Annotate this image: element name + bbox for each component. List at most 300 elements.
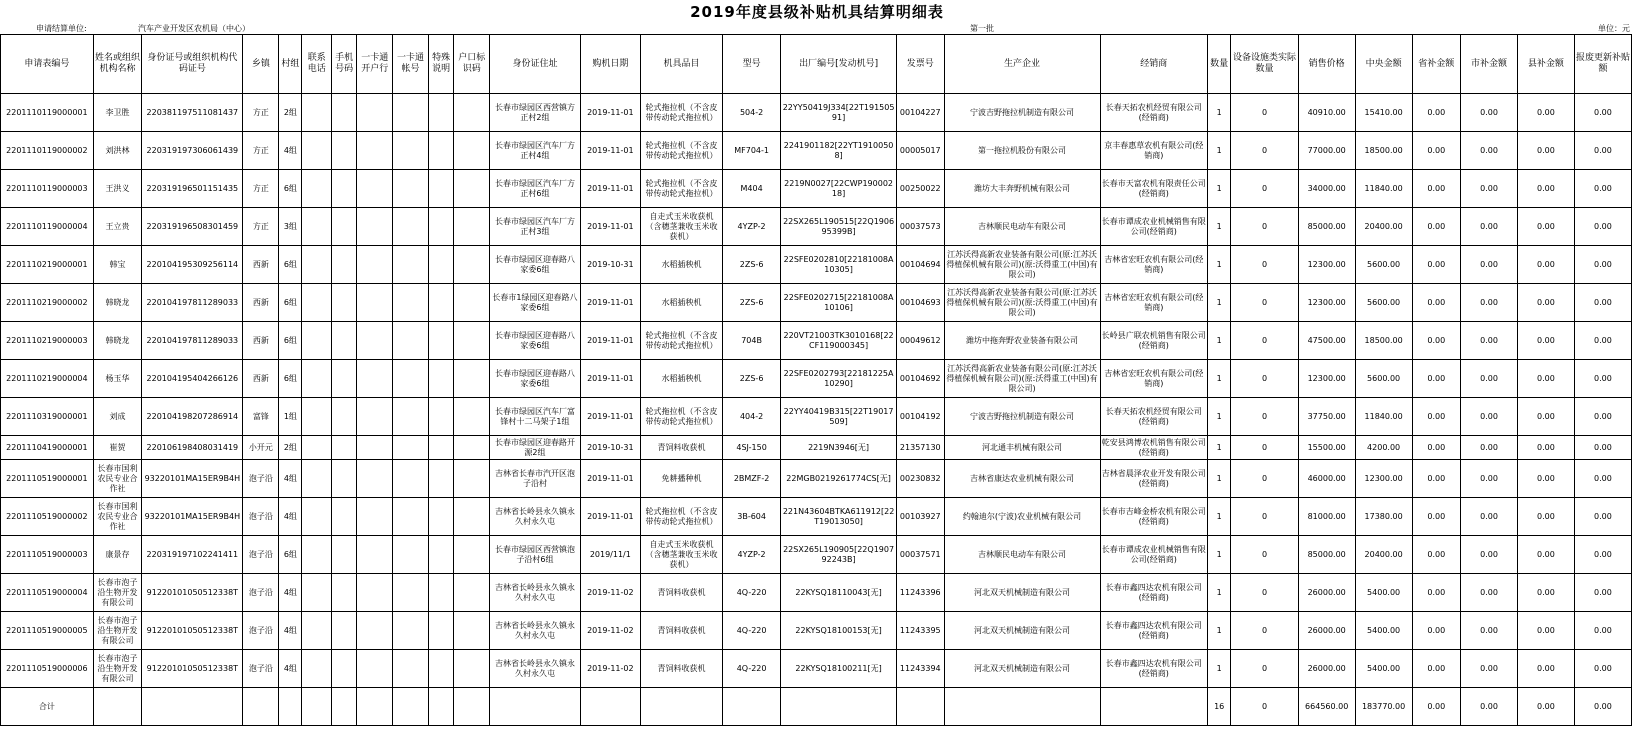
cell-central: 18500.00	[1355, 322, 1412, 360]
cell-town: 方正	[243, 132, 279, 170]
cell-empty	[357, 650, 393, 688]
total-city: 0.00	[1461, 688, 1518, 726]
table-row	[1, 132, 1632, 170]
cell-county: 0.00	[1517, 612, 1574, 650]
cell-empty	[428, 688, 453, 726]
cell-id: 2201110119000003	[1, 170, 94, 208]
cell-qty: 1	[1208, 132, 1231, 170]
total-price: 664560.00	[1298, 688, 1355, 726]
cell-county: 0.00	[1517, 170, 1574, 208]
applicant-value: 汽车产业开发区农机局（中心）	[138, 24, 250, 33]
cell-price: 15500.00	[1298, 436, 1355, 460]
cell-empty	[428, 612, 453, 650]
cell-empty	[454, 436, 490, 460]
cell-idno: 220104197811289033	[142, 322, 243, 360]
cell-town: 方正	[243, 94, 279, 132]
cell-empty	[357, 360, 393, 398]
cell-central: 5400.00	[1355, 574, 1412, 612]
cell-central: 5400.00	[1355, 612, 1412, 650]
cell-town: 泡子沿	[243, 650, 279, 688]
cell-qty: 1	[1208, 436, 1231, 460]
total-central: 183770.00	[1355, 688, 1412, 726]
column-header: 县补金额	[1517, 35, 1574, 94]
header-row	[1, 35, 1632, 94]
cell-scrap: 0.00	[1574, 460, 1631, 498]
cell-serial: 22KYSQ18100211[无]	[781, 650, 897, 688]
cell-empty	[944, 688, 1100, 726]
cell-addr: 长春市绿园区汽车厂富锋村十二马架子1组	[490, 398, 581, 436]
cell-town: 小开元	[243, 436, 279, 460]
cell-central: 20400.00	[1355, 536, 1412, 574]
cell-dealer: 长春天拓农机经贸有限公司(经销商)	[1100, 94, 1208, 132]
column-header: 身份证住址	[490, 35, 581, 94]
cell-dealer: 长春市鑫四达农机有限公司(经销商)	[1100, 650, 1208, 688]
cell-item: 水稻插秧机	[640, 284, 722, 322]
cell-grp: 6组	[279, 360, 302, 398]
cell-empty	[332, 322, 357, 360]
cell-empty	[357, 688, 393, 726]
cell-invoice: 00049612	[897, 322, 944, 360]
cell-scrap: 0.00	[1574, 536, 1631, 574]
cell-empty	[332, 498, 357, 536]
total-label: 合计	[1, 688, 94, 726]
cell-date: 2019-10-31	[580, 246, 640, 284]
cell-serial: 22SFE0202715[22181008A10106]	[781, 284, 897, 322]
cell-central: 18500.00	[1355, 132, 1412, 170]
cell-prov: 0.00	[1412, 208, 1460, 246]
cell-empty	[279, 688, 302, 726]
cell-empty	[93, 688, 141, 726]
cell-town: 西新	[243, 246, 279, 284]
cell-city: 0.00	[1461, 612, 1518, 650]
cell-county: 0.00	[1517, 574, 1574, 612]
cell-town: 泡子沿	[243, 460, 279, 498]
cell-idno: 220104197811289033	[142, 284, 243, 322]
cell-empty	[357, 574, 393, 612]
cell-empty	[302, 132, 332, 170]
cell-fac: 0	[1231, 460, 1298, 498]
cell-empty	[454, 360, 490, 398]
column-header: 销售价格	[1298, 35, 1355, 94]
column-header: 一卡通帐号	[393, 35, 429, 94]
cell-price: 77000.00	[1298, 132, 1355, 170]
cell-grp: 4组	[279, 574, 302, 612]
cell-date: 2019-11-01	[580, 398, 640, 436]
cell-name: 杨玉华	[93, 360, 141, 398]
cell-date: 2019-11-01	[580, 170, 640, 208]
cell-empty	[393, 460, 429, 498]
cell-empty	[357, 498, 393, 536]
column-header: 经销商	[1100, 35, 1208, 94]
cell-grp: 4组	[279, 460, 302, 498]
table-row	[1, 246, 1632, 284]
cell-grp: 2组	[279, 436, 302, 460]
cell-empty	[393, 650, 429, 688]
cell-county: 0.00	[1517, 460, 1574, 498]
cell-empty	[454, 536, 490, 574]
cell-empty	[428, 360, 453, 398]
cell-name: 韩晓龙	[93, 284, 141, 322]
cell-price: 47500.00	[1298, 322, 1355, 360]
cell-addr: 长春市绿园区汽车厂方正村6组	[490, 170, 581, 208]
cell-addr: 长春市绿园区汽车厂方正村4组	[490, 132, 581, 170]
cell-model: 2BMZF-2	[723, 460, 781, 498]
cell-prov: 0.00	[1412, 246, 1460, 284]
cell-empty	[332, 246, 357, 284]
cell-model: 4Q-220	[723, 650, 781, 688]
table-row	[1, 360, 1632, 398]
cell-empty	[428, 132, 453, 170]
cell-town: 泡子沿	[243, 574, 279, 612]
cell-central: 11840.00	[1355, 398, 1412, 436]
cell-scrap: 0.00	[1574, 246, 1631, 284]
total-prov: 0.00	[1412, 688, 1460, 726]
cell-town: 富锋	[243, 398, 279, 436]
cell-town: 泡子沿	[243, 536, 279, 574]
cell-empty	[454, 650, 490, 688]
cell-town: 泡子沿	[243, 612, 279, 650]
column-header: 数量	[1208, 35, 1231, 94]
cell-grp: 2组	[279, 94, 302, 132]
cell-dealer: 吉林省宏旺农机有限公司(经销商)	[1100, 360, 1208, 398]
cell-empty	[393, 536, 429, 574]
cell-invoice: 00104694	[897, 246, 944, 284]
cell-empty	[428, 536, 453, 574]
cell-qty: 1	[1208, 650, 1231, 688]
cell-scrap: 0.00	[1574, 398, 1631, 436]
cell-grp: 6组	[279, 322, 302, 360]
cell-empty	[781, 688, 897, 726]
cell-fac: 0	[1231, 612, 1298, 650]
cell-qty: 1	[1208, 284, 1231, 322]
cell-invoice: 00104227	[897, 94, 944, 132]
cell-empty	[302, 688, 332, 726]
cell-empty	[393, 246, 429, 284]
column-header: 机具品目	[640, 35, 722, 94]
cell-prov: 0.00	[1412, 460, 1460, 498]
cell-empty	[332, 536, 357, 574]
cell-empty	[332, 284, 357, 322]
cell-model: 704B	[723, 322, 781, 360]
cell-dealer: 长岭县广联农机销售有限公司(经销商)	[1100, 322, 1208, 360]
cell-name: 崔贺	[93, 436, 141, 460]
cell-empty	[393, 436, 429, 460]
cell-fac: 0	[1231, 536, 1298, 574]
cell-prov: 0.00	[1412, 132, 1460, 170]
cell-serial: 221N43604BTKA611912[22T19013050]	[781, 498, 897, 536]
cell-invoice: 11243394	[897, 650, 944, 688]
column-header: 申请表编号	[1, 35, 94, 94]
column-header: 出厂编号[发动机号]	[781, 35, 897, 94]
cell-addr: 吉林省长岭县永久镇永久村永久屯	[490, 498, 581, 536]
cell-empty	[454, 132, 490, 170]
cell-id: 2201110519000001	[1, 460, 94, 498]
cell-fac: 0	[1231, 284, 1298, 322]
cell-date: 2019-11-01	[580, 360, 640, 398]
cell-serial: 22SFE0202793[22181225A10290]	[781, 360, 897, 398]
cell-idno: 220106198408031419	[142, 436, 243, 460]
cell-county: 0.00	[1517, 650, 1574, 688]
cell-dealer: 吉林省宏旺农机有限公司(经销商)	[1100, 284, 1208, 322]
cell-addr: 长春市绿园区迎春路八家委6组	[490, 246, 581, 284]
cell-grp: 4组	[279, 498, 302, 536]
cell-empty	[332, 574, 357, 612]
cell-fac: 0	[1231, 650, 1298, 688]
cell-addr: 吉林省长岭县永久镇永久村永久屯	[490, 612, 581, 650]
total-fac: 0	[1231, 688, 1298, 726]
cell-central: 4200.00	[1355, 436, 1412, 460]
column-header: 户口标识码	[454, 35, 490, 94]
cell-scrap: 0.00	[1574, 360, 1631, 398]
cell-scrap: 0.00	[1574, 322, 1631, 360]
cell-fac: 0	[1231, 398, 1298, 436]
cell-empty	[357, 246, 393, 284]
cell-prov: 0.00	[1412, 574, 1460, 612]
cell-item: 水稻插秧机	[640, 246, 722, 284]
table-row	[1, 498, 1632, 536]
cell-county: 0.00	[1517, 94, 1574, 132]
cell-central: 15410.00	[1355, 94, 1412, 132]
cell-empty	[393, 94, 429, 132]
cell-invoice: 00104693	[897, 284, 944, 322]
cell-empty	[393, 398, 429, 436]
cell-id: 2201110519000005	[1, 612, 94, 650]
cell-qty: 1	[1208, 498, 1231, 536]
cell-city: 0.00	[1461, 208, 1518, 246]
cell-empty	[454, 398, 490, 436]
cell-empty	[302, 574, 332, 612]
cell-scrap: 0.00	[1574, 612, 1631, 650]
cell-empty	[302, 612, 332, 650]
cell-qty: 1	[1208, 460, 1231, 498]
cell-county: 0.00	[1517, 360, 1574, 398]
column-header: 型号	[723, 35, 781, 94]
column-header: 特殊说明	[428, 35, 453, 94]
cell-prov: 0.00	[1412, 94, 1460, 132]
cell-scrap: 0.00	[1574, 94, 1631, 132]
cell-name: 王洪义	[93, 170, 141, 208]
cell-county: 0.00	[1517, 208, 1574, 246]
cell-scrap: 0.00	[1574, 574, 1631, 612]
column-header: 手机号码	[332, 35, 357, 94]
table-row	[1, 536, 1632, 574]
cell-empty	[454, 246, 490, 284]
cell-fac: 0	[1231, 322, 1298, 360]
cell-maker: 潍坊中拖奔野农业装备有限公司	[944, 322, 1100, 360]
cell-fac: 0	[1231, 132, 1298, 170]
cell-id: 2201110519000002	[1, 498, 94, 536]
cell-empty	[243, 688, 279, 726]
total-county: 0.00	[1517, 688, 1574, 726]
cell-empty	[393, 170, 429, 208]
table-row	[1, 284, 1632, 322]
cell-model: 404-2	[723, 398, 781, 436]
cell-empty	[357, 612, 393, 650]
cell-serial: 2219N0027[22CWP19000218]	[781, 170, 897, 208]
cell-model: 4SJ-150	[723, 436, 781, 460]
cell-empty	[357, 284, 393, 322]
cell-idno: 220319196501151435	[142, 170, 243, 208]
cell-model: 4Q-220	[723, 574, 781, 612]
cell-dealer: 长春市谭成农业机械销售有限公司(经销商)	[1100, 208, 1208, 246]
cell-empty	[332, 688, 357, 726]
cell-empty	[142, 688, 243, 726]
cell-town: 方正	[243, 170, 279, 208]
cell-empty	[393, 688, 429, 726]
cell-serial: 2241901182[22YT19100508]	[781, 132, 897, 170]
cell-empty	[428, 170, 453, 208]
cell-model: 2ZS-6	[723, 360, 781, 398]
cell-empty	[454, 322, 490, 360]
column-header: 中央金额	[1355, 35, 1412, 94]
table-row	[1, 398, 1632, 436]
cell-prov: 0.00	[1412, 322, 1460, 360]
cell-county: 0.00	[1517, 536, 1574, 574]
column-header: 一卡通开户行	[357, 35, 393, 94]
cell-dealer: 长春市鑫四达农机有限公司(经销商)	[1100, 574, 1208, 612]
cell-item: 免耕播种机	[640, 460, 722, 498]
cell-empty	[357, 132, 393, 170]
total-scrap: 0.00	[1574, 688, 1631, 726]
cell-price: 40910.00	[1298, 94, 1355, 132]
cell-empty	[428, 436, 453, 460]
cell-price: 34000.00	[1298, 170, 1355, 208]
cell-city: 0.00	[1461, 498, 1518, 536]
cell-empty	[332, 398, 357, 436]
cell-empty	[302, 460, 332, 498]
cell-dealer: 吉林省宏旺农机有限公司(经销商)	[1100, 246, 1208, 284]
table-row	[1, 208, 1632, 246]
cell-maker: 江苏沃得高新农业装备有限公司(原:江苏沃得植保机械有限公司)(原:沃得重工(中国)有限公司)	[944, 246, 1100, 284]
cell-model: 3B-604	[723, 498, 781, 536]
cell-empty	[302, 360, 332, 398]
cell-qty: 1	[1208, 574, 1231, 612]
cell-empty	[428, 460, 453, 498]
cell-town: 西新	[243, 284, 279, 322]
cell-model: 4YZP-2	[723, 536, 781, 574]
column-header: 购机日期	[580, 35, 640, 94]
cell-central: 20400.00	[1355, 208, 1412, 246]
cell-town: 泡子沿	[243, 498, 279, 536]
cell-name: 长春市泡子沿生物开发有限公司	[93, 612, 141, 650]
cell-empty	[428, 650, 453, 688]
cell-price: 26000.00	[1298, 574, 1355, 612]
cell-date: 2019-11-01	[580, 132, 640, 170]
cell-empty	[454, 94, 490, 132]
cell-empty	[302, 436, 332, 460]
cell-empty	[302, 498, 332, 536]
cell-fac: 0	[1231, 246, 1298, 284]
cell-town: 西新	[243, 322, 279, 360]
cell-central: 17380.00	[1355, 498, 1412, 536]
cell-empty	[428, 574, 453, 612]
cell-empty	[454, 284, 490, 322]
column-header: 报废更新补贴额	[1574, 35, 1631, 94]
column-header: 乡镇	[243, 35, 279, 94]
cell-idno: 91220101050512338T	[142, 574, 243, 612]
cell-prov: 0.00	[1412, 498, 1460, 536]
column-header: 生产企业	[944, 35, 1100, 94]
cell-maker: 吉林顺民电动车有限公司	[944, 208, 1100, 246]
cell-empty	[302, 94, 332, 132]
cell-model: 504-2	[723, 94, 781, 132]
cell-idno: 220104198207286914	[142, 398, 243, 436]
cell-idno: 93220101MA15ER9B4H	[142, 460, 243, 498]
cell-addr: 吉林省长岭县永久镇永久村永久屯	[490, 650, 581, 688]
cell-addr: 吉林省长春市汽开区泡子沿村	[490, 460, 581, 498]
cell-grp: 6组	[279, 284, 302, 322]
cell-name: 韩宝	[93, 246, 141, 284]
table-row	[1, 94, 1632, 132]
cell-prov: 0.00	[1412, 284, 1460, 322]
total-qty: 16	[1208, 688, 1231, 726]
column-header: 省补金额	[1412, 35, 1460, 94]
cell-empty	[332, 612, 357, 650]
cell-id: 2201110219000002	[1, 284, 94, 322]
cell-idno: 91220101050512338T	[142, 650, 243, 688]
cell-maker: 第一拖拉机股份有限公司	[944, 132, 1100, 170]
page-title: 2019年度县级补贴机具结算明细表	[690, 3, 944, 21]
cell-price: 12300.00	[1298, 284, 1355, 322]
cell-item: 自走式玉米收获机（含穗茎兼收玉米收获机）	[640, 208, 722, 246]
cell-city: 0.00	[1461, 360, 1518, 398]
cell-maker: 潍坊大丰奔野机械有限公司	[944, 170, 1100, 208]
cell-empty	[428, 322, 453, 360]
cell-empty	[454, 170, 490, 208]
cell-idno: 220381197511081437	[142, 94, 243, 132]
cell-empty	[332, 650, 357, 688]
cell-empty	[302, 322, 332, 360]
cell-grp: 4组	[279, 132, 302, 170]
cell-empty	[302, 398, 332, 436]
table-row	[1, 436, 1632, 460]
cell-prov: 0.00	[1412, 398, 1460, 436]
cell-model: 4YZP-2	[723, 208, 781, 246]
cell-dealer: 长春天拓农机经贸有限公司(经销商)	[1100, 398, 1208, 436]
cell-maker: 吉林省康达农业机械有限公司	[944, 460, 1100, 498]
cell-invoice: 00037573	[897, 208, 944, 246]
cell-name: 康景存	[93, 536, 141, 574]
cell-city: 0.00	[1461, 322, 1518, 360]
cell-empty	[332, 94, 357, 132]
cell-invoice: 00104192	[897, 398, 944, 436]
cell-county: 0.00	[1517, 498, 1574, 536]
cell-dealer: 京丰春惠草农机有限公司(经销商)	[1100, 132, 1208, 170]
cell-empty	[428, 498, 453, 536]
cell-qty: 1	[1208, 246, 1231, 284]
cell-date: 2019-11-01	[580, 322, 640, 360]
cell-item: 轮式拖拉机（不含皮带传动轮式拖拉机）	[640, 132, 722, 170]
cell-city: 0.00	[1461, 94, 1518, 132]
cell-empty	[357, 436, 393, 460]
cell-price: 85000.00	[1298, 536, 1355, 574]
cell-grp: 3组	[279, 208, 302, 246]
cell-addr: 长春市绿园区汽车厂方正村3组	[490, 208, 581, 246]
cell-id: 2201110519000006	[1, 650, 94, 688]
cell-name: 韩晓龙	[93, 322, 141, 360]
cell-serial: 220VT21003TK3010168[22CF119000345]	[781, 322, 897, 360]
cell-city: 0.00	[1461, 536, 1518, 574]
cell-maker: 吉林顺民电动车有限公司	[944, 536, 1100, 574]
cell-prov: 0.00	[1412, 650, 1460, 688]
cell-invoice: 11243396	[897, 574, 944, 612]
cell-model: MF704-1	[723, 132, 781, 170]
cell-name: 长春市泡子沿生物开发有限公司	[93, 574, 141, 612]
cell-empty	[723, 688, 781, 726]
cell-qty: 1	[1208, 94, 1231, 132]
cell-item: 轮式拖拉机（不含皮带传动轮式拖拉机）	[640, 498, 722, 536]
cell-item: 青饲料收获机	[640, 436, 722, 460]
